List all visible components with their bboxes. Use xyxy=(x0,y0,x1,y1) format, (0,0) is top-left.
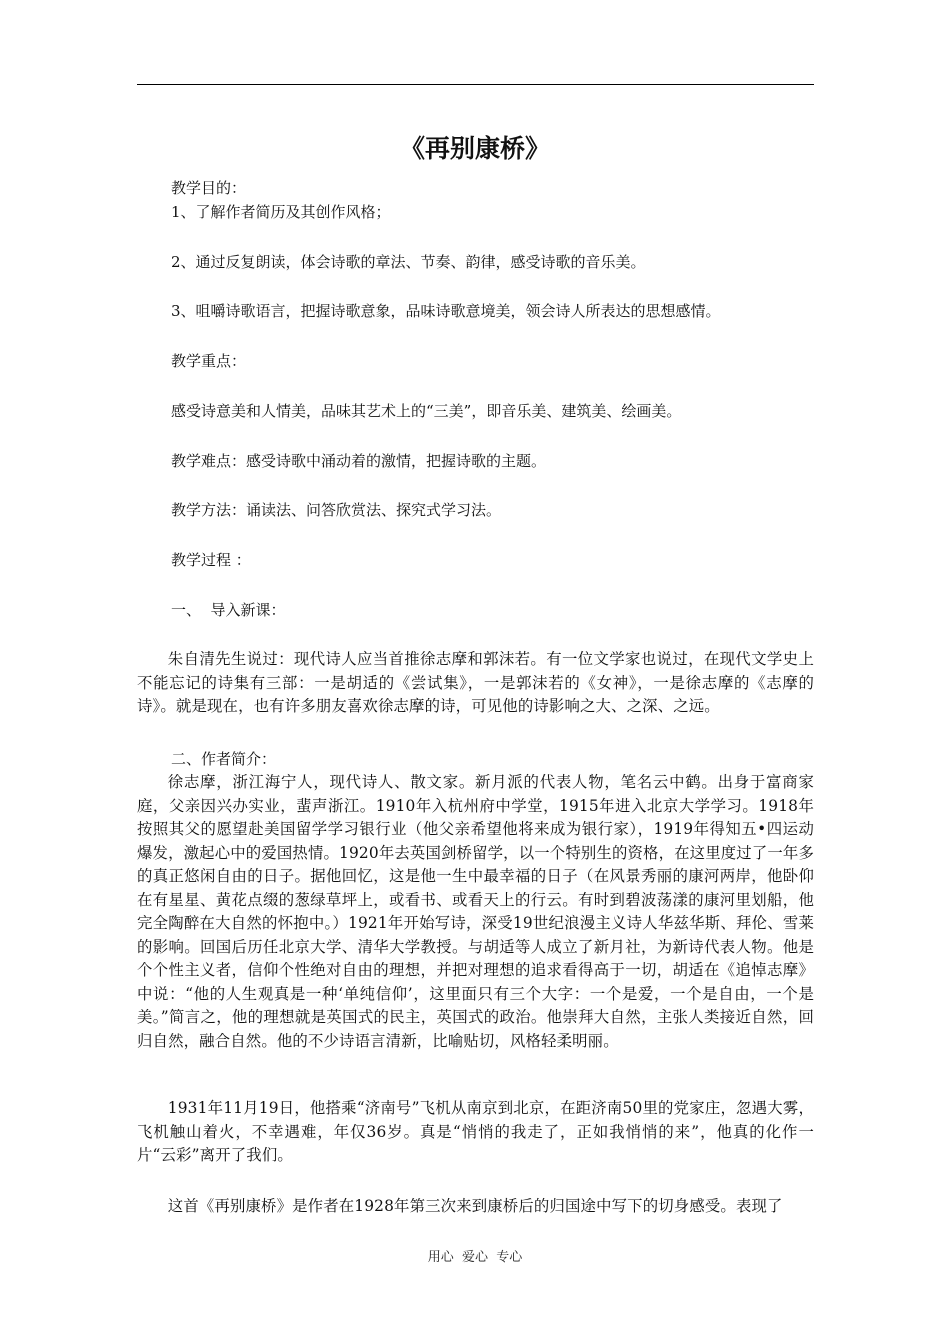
author-death-paragraph: 1931年11月19日，他搭乘“济南号”飞机从南京到北京，在距济南50里的党家庄，忽遇大雾，飞机触山着火，不幸遇难，年仅36岁。真是“悄悄的我走了，正如我悄悄的来”，他真的化作一片“云彩”离开了我们。 xyxy=(137,1099,814,1164)
objective-2: 2、通过反复朗读，体会诗歌的章法、节奏、韵律，感受诗歌的音乐美。 xyxy=(171,253,646,271)
key-points: 感受诗意美和人情美，品味其艺术上的“三美”，即音乐美、建筑美、绘画美。 xyxy=(171,402,682,420)
section-2-heading: 二、作者简介： xyxy=(171,750,277,768)
section-1-paragraph: 朱自清先生说过：现代诗人应当首推徐志摩和郭沫若。有一位文学家也说过，在现代文学史上不能忘记的诗集有三部：一是胡适的《尝试集》，一是郭沫若的《女神》，一是徐志摩的《志摩的诗》。就是现在，也有许多朋友喜欢徐志摩的诗，可见他的诗影响之大、之深、之远。 xyxy=(137,650,814,715)
poem-intro-paragraph: 这首《再别康桥》是作者在1928年第三次来到康桥后的归国途中写下的切身感受。表现了 xyxy=(167,1197,783,1215)
methods: 教学方法：诵读法、问答欣赏法、探究式学习法。 xyxy=(171,501,502,519)
key-points-heading: 教学重点： xyxy=(171,352,247,370)
page-footer: 用心 爱心 专心 xyxy=(427,1250,523,1265)
objectives-heading: 教学目的： xyxy=(171,179,247,197)
header-rule xyxy=(137,84,814,85)
process-heading: 教学过程 ： xyxy=(171,551,251,569)
objective-3: 3、咀嚼诗歌语言，把握诗歌意象，品味诗歌意境美，领会诗人所表达的思想感情。 xyxy=(171,302,721,320)
author-bio-paragraph: 徐志摩，浙江海宁人，现代诗人、散文家。新月派的代表人物，笔名云中鹤。出身于富商家庭，父亲因兴办实业，蜚声浙江。1910年入杭州府中学堂，1915年进入北京大学学习。1918年按照其父的愿望赴美国留学学习银行业（他父亲希望他将来成为银行家），1919年得知五•四运动爆发，激起心中的爱国热情。1920年去英国剑桥留学，以一个特别生的资格，在这里度过了一年多的真正悠闲自由的日子。据他回忆，这是他一生中最幸福的日子（在风景秀丽的康河两岸，他卧仰在有星星、黄花点缀的葱绿草坪上，或看书、或看天上的行云。有时到碧波荡漾的康河里划船，他完全陶醉在大自然的怀抱中。）1921年开始写诗，深受19世纪浪漫主义诗人华兹华斯、拜伦、雪莱的影响。回国后历任北京大学、清华大学教授。与胡适等人成立了新月社，为新诗代表人物。他是个个性主义者，信仰个性绝对自由的理想，并把对理想的追求看得高于一切，胡适在《追悼志摩》中说：“他的人生观真是一种‘单纯信仰’，这里面只有三个大字：一个是爱，一个是自由，一个是美。”简言之，他的理想就是英国式的民主，英国式的政治。他崇拜大自然，主张人类接近自然，回归自然，融合自然。他的不少诗语言清新，比喻贴切，风格轻柔明丽。 xyxy=(137,773,814,1050)
difficulty: 教学难点：感受诗歌中涌动着的激情，把握诗歌的主题。 xyxy=(171,452,547,470)
objective-1: 1、了解作者简历及其创作风格； xyxy=(171,203,391,221)
page-title: 《再别康桥》 xyxy=(399,134,550,163)
section-1-heading: 一、 导入新课： xyxy=(171,601,286,619)
